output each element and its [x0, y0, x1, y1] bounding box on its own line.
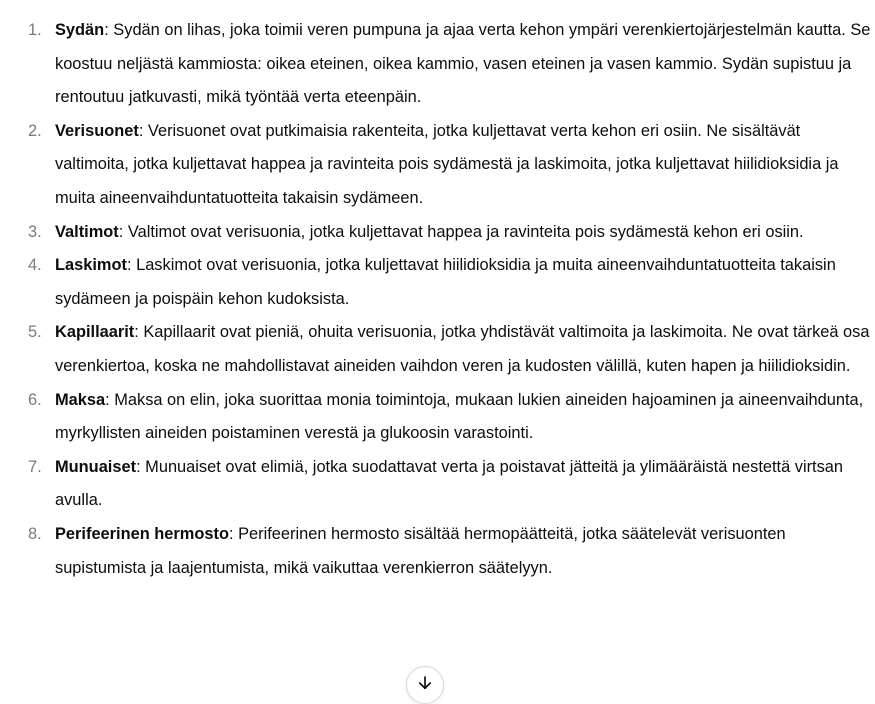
list-item-term: Kapillaarit — [55, 323, 135, 342]
list-item-term: Maksa — [55, 390, 106, 409]
list-item — [0, 14, 875, 115]
list-item-text: : Laskimot ovat verisuonia, jotka kuljettavat hiilidioksidia ja muita aineenvaihduntatuotteita takaisin sydämeen ja poispäin kehon kudoksista. — [55, 256, 836, 308]
list-item-text: : Valtimot ovat verisuonia, jotka kuljettavat happea ja ravinteita pois sydämestä kehon eri osiin. — [118, 222, 804, 241]
list-item-term: Munuaiset — [55, 457, 137, 476]
list-item-number: 8. — [28, 524, 42, 543]
list-item-term: Sydän — [55, 21, 105, 39]
list-item-text: : Sydän on lihas, joka toimii veren pumpuna ja ajaa verta kehon ympäri verenkiertojärjestelmän kautta. Se koostuu neljästä kammiosta: oikea eteinen, oikea kammio, vasen eteinen ja vasen kammio. Sydän supistuu ja rentoutuu jatkuvasti, mikä työntää verta eteenpäin. — [55, 21, 871, 107]
list-item-term: Valtimot — [55, 222, 119, 241]
list-item-text: : Munuaiset ovat elimiä, jotka suodattavat verta ja poistavat jätteitä ja ylimääräistä nestettä virtsan avulla. — [55, 457, 844, 510]
scroll-to-bottom-button[interactable] — [406, 666, 444, 704]
list-item-text: : Perifeerinen hermosto sisältää hermopäätteitä, jotka säätelevät verisuonten supistumista ja laajentumista, mikä vaikuttaa verenkierron säätelyyn. — [55, 524, 786, 577]
list-item-number: 6. — [28, 390, 42, 409]
list-item — [0, 451, 875, 518]
arrow-down-icon — [416, 674, 434, 692]
list-item-text: : Kapillaarit ovat pieniä, ohuita verisuonia, jotka yhdistävät valtimoita ja laskimoita. Ne ovat tärkeä osa verenkiertoa, koska ne mahdollistavat aineiden vaihdon veren ja kudosten välillä, kuten hapen ja hiilidioksidin. — [55, 323, 870, 375]
list-item — [0, 518, 875, 585]
list-item — [0, 384, 875, 451]
ordered-list — [0, 14, 875, 585]
list-item-number: 1. — [28, 21, 42, 39]
list-item — [0, 115, 875, 216]
list-item — [0, 316, 875, 383]
list-item-number: 7. — [28, 457, 42, 476]
list-item-number: 5. — [28, 323, 42, 342]
list-item-number: 2. — [28, 121, 42, 140]
list-item-term: Perifeerinen hermosto — [55, 524, 229, 543]
list-item-term: Verisuonet — [55, 121, 139, 140]
list-item-text: : Verisuonet ovat putkimaisia rakenteita, jotka kuljettavat verta kehon eri osiin. Ne sisältävät valtimoita, jotka kuljettavat happea ja ravinteita pois sydämestä ja laskimoita, jotka kuljettavat hiilidioksidia ja muita aineenvaihduntatuotteita takaisin sydämeen. — [55, 121, 839, 207]
list-item — [0, 249, 875, 316]
list-item-number: 4. — [28, 256, 42, 275]
list-item — [0, 216, 875, 250]
list-item-number: 3. — [28, 222, 42, 241]
list-item-text: : Maksa on elin, joka suorittaa monia toimintoja, mukaan lukien aineiden hajoaminen ja aineenvaihdunta, myrkyllisten aineiden poistaminen verestä ja glukoosin varastointi. — [55, 390, 864, 443]
list-item-term: Laskimot — [55, 256, 127, 275]
